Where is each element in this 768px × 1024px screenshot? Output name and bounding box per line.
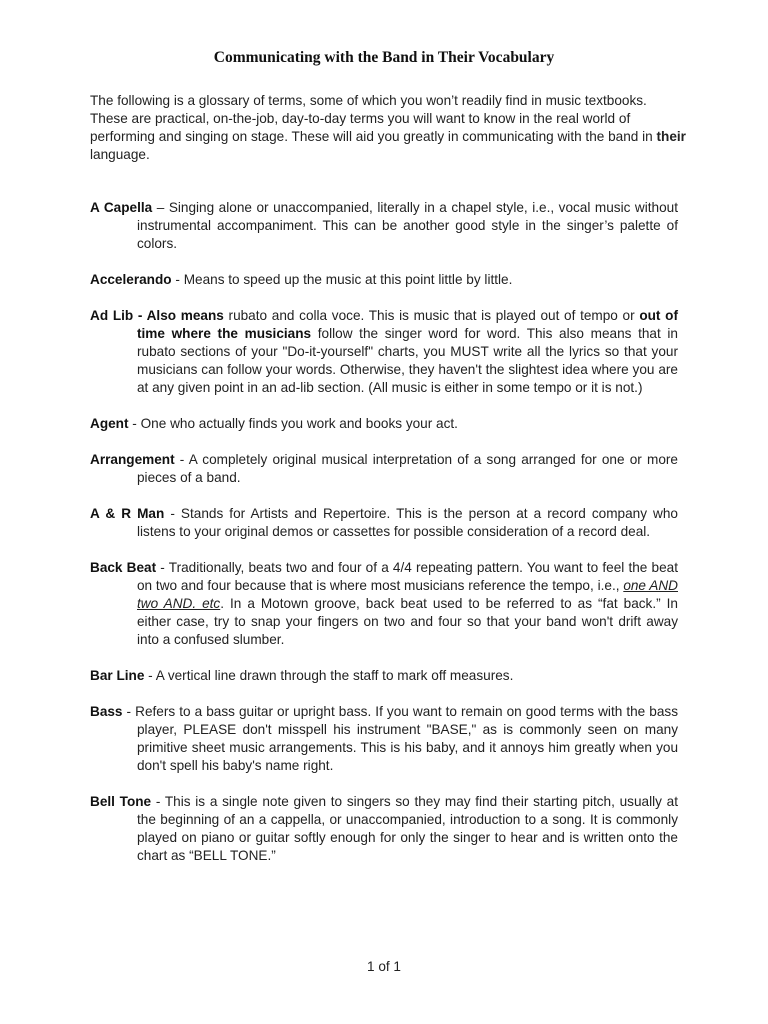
intro-text: The following is a glossary of terms, some of which you won’t readily find in music textbooks. These are practical, on-the-job, day-to-day terms you will want to know in the real world of performing and singing on stage. These will aid you greatly in communicating with the band in xyxy=(90,93,657,144)
glossary-entry-a-capella xyxy=(90,199,678,253)
page-title: Communicating with the Band in Their Vocabulary xyxy=(213,49,555,66)
glossary-definition: - One who actually finds you work and books your act. xyxy=(128,416,458,431)
glossary-term: Bass xyxy=(90,704,123,719)
glossary-bold-phrase: out of time where the musicians xyxy=(137,308,678,341)
glossary-entry-ad-lib xyxy=(90,307,678,397)
intro-bold-word: their xyxy=(656,129,686,144)
glossary-list xyxy=(90,199,678,883)
glossary-entry-back-beat xyxy=(90,559,678,649)
glossary-definition: rubato and colla voce. This is music that is played out of tempo or xyxy=(223,308,640,323)
glossary-definition: - A completely original musical interpretation of a song arranged for one or more pieces of a band. xyxy=(137,452,678,485)
glossary-term: Accelerando xyxy=(90,272,172,287)
glossary-term: Agent xyxy=(90,416,129,431)
glossary-definition-cont: follow the singer word for word. This also means that in rubato sections of your "Do-it-yourself" charts, you MUST write all the lyrics so that your musicians can follow your words. Otherwise, they haven't the slightest idea where you are at any given point in an ad-lib section. (All music is either in some tempo or it is not.) xyxy=(137,326,678,395)
page-number: 1 of 1 xyxy=(366,959,401,974)
intro-paragraph xyxy=(90,92,686,164)
glossary-underlined-phrase: one AND two AND. etc xyxy=(137,578,678,611)
glossary-term: Bell Tone xyxy=(90,794,152,809)
glossary-entry-agent xyxy=(90,415,678,433)
glossary-entry-arrangement xyxy=(90,451,678,487)
glossary-term: Ad Lib - Also means xyxy=(90,308,224,323)
glossary-entry-bar-line xyxy=(90,667,678,685)
glossary-definition: - Refers to a bass guitar or upright bass. If you want to remain on good terms with the bass player, PLEASE don't misspell his instrument "BASE," as is commonly seen on many primitive sheet music arrangements. This is his baby, and it annoys him greatly when you don't spell his baby's name right. xyxy=(122,704,678,773)
glossary-term: A Capella xyxy=(90,200,153,215)
glossary-entry-bass xyxy=(90,703,678,775)
glossary-term: Arrangement xyxy=(90,452,175,467)
glossary-definition: - Stands for Artists and Repertoire. This is the person at a record company who listens to your original demos or cassettes for possible consideration of a record deal. xyxy=(137,506,678,539)
intro-text-end: language. xyxy=(90,147,150,162)
glossary-definition: – Singing alone or unaccompanied, literally in a chapel style, i.e., vocal music without instrumental accompaniment. This can be another good style in the singer’s palette of colors. xyxy=(137,200,679,251)
glossary-entry-bell-tone xyxy=(90,793,678,865)
glossary-definition: - A vertical line drawn through the staff to mark off measures. xyxy=(144,668,514,683)
glossary-term: A & R Man xyxy=(90,506,165,521)
glossary-term: Bar Line xyxy=(90,668,145,683)
glossary-definition: - This is a single note given to singers so they may find their starting pitch, usually at the beginning of an a cappella, or unaccompanied, introduction to a song. It is commonly played on piano or guitar softly enough for only the singer to hear and is written onto the chart as “BELL TONE.” xyxy=(137,794,679,863)
glossary-entry-accelerando xyxy=(90,271,678,289)
glossary-term: Back Beat xyxy=(90,560,157,575)
glossary-definition: - Means to speed up the music at this point little by little. xyxy=(171,272,513,287)
glossary-entry-a-and-r-man xyxy=(90,505,678,541)
glossary-definition-cont: . In a Motown groove, back beat used to be referred to as “fat back.” In either case, try to snap your fingers on two and four so that your band won't drift away into a confused slumber. xyxy=(137,596,678,647)
glossary-definition: - Traditionally, beats two and four of a 4/4 repeating pattern. You want to feel the beat on two and four because that is where most musicians reference the tempo, i.e., xyxy=(137,560,678,593)
